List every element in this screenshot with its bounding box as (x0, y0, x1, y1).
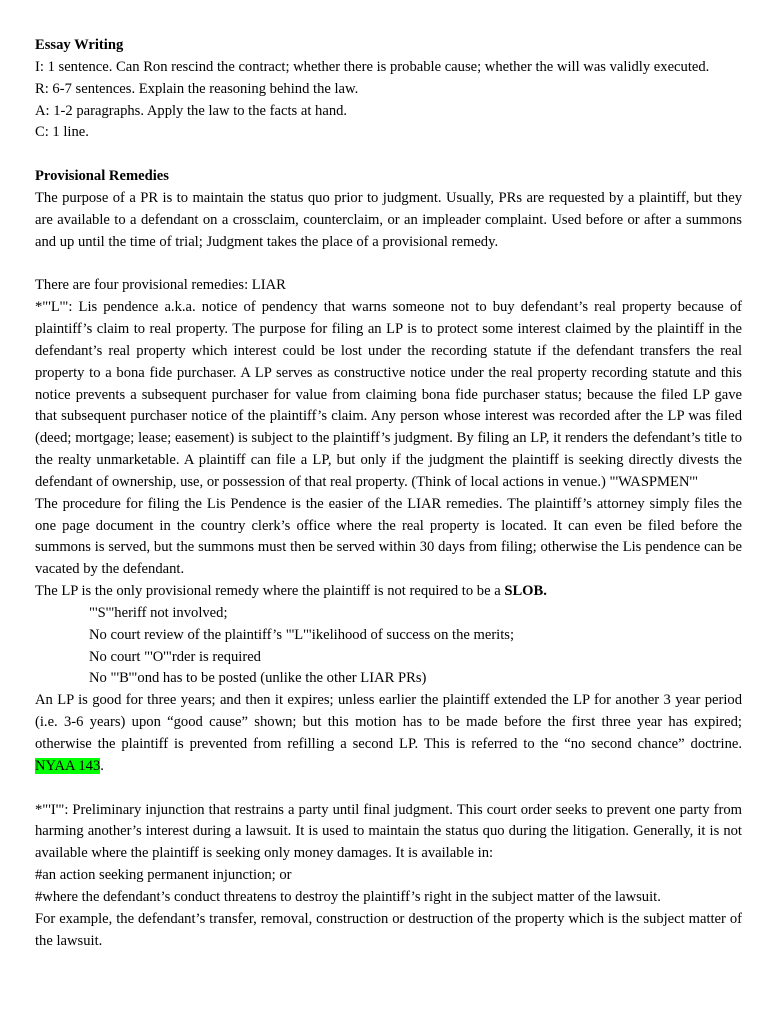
citation-trailing: . (100, 757, 104, 774)
lp-procedure-paragraph: The procedure for filing the Lis Pendence is the easier of the LIAR remedies. The plaintiff’s attorney simply files the one page document in the country clerk’s office where the real property is located. It can even be filed before the summons is served, but the summons must then be served within 30 days from filing; otherwise the Lis pendence can be vacated by the defendant. (35, 495, 742, 578)
slob-prefix: The LP is the only provisional remedy where the plaintiff is not required to be a (35, 583, 505, 600)
spacer (35, 253, 742, 275)
essay-issue-line: I: 1 sentence. Can Ron rescind the contract; whether there is probable cause; whether the will was validly executed. (35, 58, 710, 75)
essay-conclusion-line: C: 1 line. (35, 124, 89, 141)
essay-application-line: A: 1-2 paragraphs. Apply the law to the facts at hand. (35, 102, 348, 119)
slob-item-bond: No "'B'"ond has to be posted (unlike the other LIAR PRs) (89, 670, 427, 687)
slob-word: SLOB. (504, 583, 547, 600)
lis-pendence-paragraph: *"'L'": Lis pendence a.k.a. notice of pendency that warns someone not to buy defendant’s real property because of plaintiff’s claim to real property. The purpose for filing an LP is to protect some interest claimed by the plaintiff in the defendant’s real property which interest could be lost under the recording statute if the defendant transfers the real property to a bona fide purchaser. A LP serves as constructive notice under the real property recording statute and this notice prevents a subsequent purchaser for value from claiming bona fide purchaser status; because the filed LP gave that subsequent purchaser notice of the plaintiff’s claim. Any person whose interest was recorded after the LP was filed (deed; mortgage; lease; easement) is subject to the plaintiff’s judgment. By filing an LP, it renders the defendant’s title to the realty unmarketable. A plaintiff can file a LP, but only if the judgment the plaintiff is seeking directly divests the defendant of ownership, use, or possession of that real property. (Think of local actions in venue.) "'WASPMEN'" (35, 299, 742, 490)
citation-highlight: NYAA 143 (35, 757, 101, 774)
injunction-paragraph: *"'I'": Preliminary injunction that restrains a party until final judgment. This court order seeks to prevent one party from harming another’s interest during a lawsuit. It is used to maintain the status quo during the litigation. Generally, it is not available where the plaintiff is seeking only money damages. It is available in: (35, 801, 742, 862)
spacer (35, 778, 742, 800)
slob-line (35, 581, 742, 603)
four-remedies-line: There are four provisional remedies: LIAR (35, 277, 286, 294)
injunction-item-permanent: #an action seeking permanent injunction; or (35, 867, 292, 884)
provisional-remedies-intro: The purpose of a PR is to maintain the status quo prior to judgment. Usually, PRs are requested by a plaintiff, but they are available to a defendant on a crossclaim, counterclaim, or an impleader complaint. Used before or after a summons and up until the time of trial; Judgment takes the place of a provisional remedy. (35, 189, 742, 250)
lp-duration-text: An LP is good for three years; and then it expires; unless earlier the plaintiff extended the LP for another 3 year period (i.e. 3-6 years) upon “good cause” shown; but this motion has to be made before the first three year has expired; otherwise the plaintiff is prevented from refilling a second LP. This is referred to the “no second chance” doctrine. (35, 692, 742, 752)
injunction-item-threat: #where the defendant’s conduct threatens to destroy the plaintiff’s right in the subject matter of the lawsuit. (35, 888, 661, 905)
document-page (35, 35, 742, 952)
injunction-example: For example, the defendant’s transfer, removal, construction or destruction of the property which is the subject matter of the lawsuit. (35, 910, 742, 949)
slob-item-sheriff: "'S'"heriff not involved; (89, 604, 228, 621)
slob-item-likelihood: No court review of the plaintiff’s "'L'"ikelihood of success on the merits; (89, 626, 515, 643)
provisional-remedies-heading: Provisional Remedies (35, 168, 169, 185)
lp-duration-paragraph (35, 690, 742, 777)
slob-item-order: No court "'O'"rder is required (89, 648, 261, 665)
spacer (35, 144, 742, 166)
essay-rule-line: R: 6-7 sentences. Explain the reasoning behind the law. (35, 80, 359, 97)
essay-writing-heading: Essay Writing (35, 37, 124, 53)
